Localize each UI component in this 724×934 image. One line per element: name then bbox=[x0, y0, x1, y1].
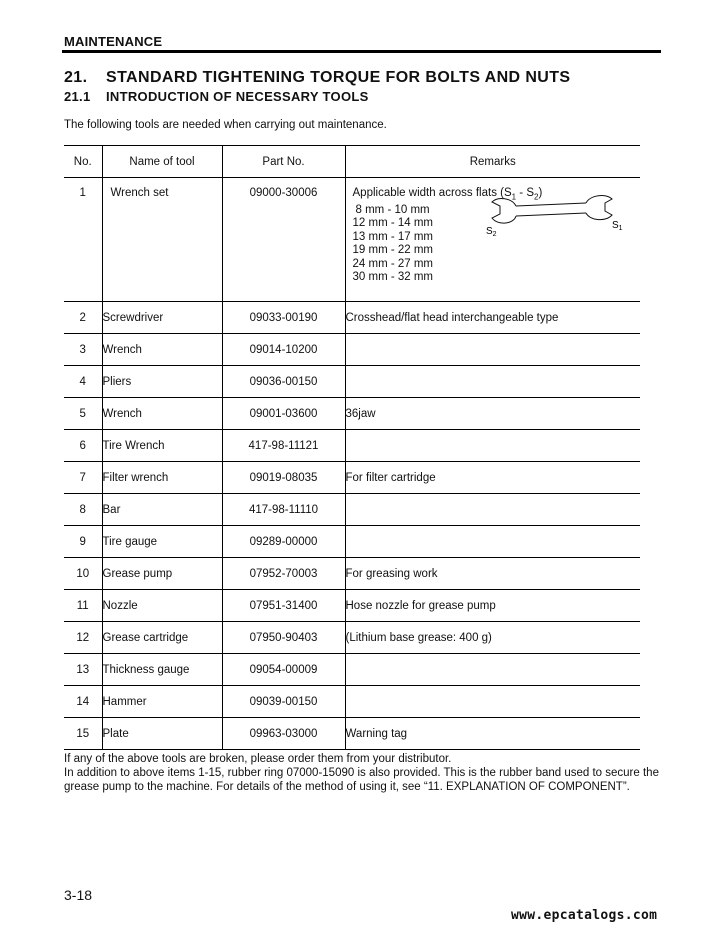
table-row bbox=[64, 462, 640, 494]
table-row bbox=[64, 686, 640, 718]
tools-table bbox=[64, 145, 640, 750]
header-no: No. bbox=[64, 146, 102, 178]
s1-label: $S_1$ bbox=[611, 220, 623, 232]
cell-no: 12 bbox=[64, 622, 102, 654]
watermark-url: www.epcatalogs.com bbox=[511, 908, 658, 923]
cell-no: 4 bbox=[64, 366, 102, 398]
cell-no: 8 bbox=[64, 494, 102, 526]
footnote-line: If any of the above tools are broken, please order them from your distributor. bbox=[64, 753, 452, 765]
subsection-number: 21.1 bbox=[64, 89, 91, 104]
cell-name: Wrench bbox=[102, 398, 222, 430]
cell-part: 09033-00190 bbox=[222, 302, 345, 334]
cell-part: 09019-08035 bbox=[222, 462, 345, 494]
width-across-flats-title: Applicable width across flats $(S_1 - S_2)$ bbox=[352, 187, 543, 202]
table-row bbox=[64, 302, 640, 334]
table-header-row bbox=[64, 146, 640, 178]
cell-name: Thickness gauge bbox=[102, 654, 222, 686]
cell-no: 7 bbox=[64, 462, 102, 494]
table-row bbox=[64, 590, 640, 622]
size-line: 24 mm - 27 mm bbox=[352, 257, 434, 270]
table-row bbox=[64, 366, 640, 398]
s2-label: $S_2$ bbox=[485, 226, 497, 236]
cell-part: 417-98-11121 bbox=[222, 430, 345, 462]
intro-text: The following tools are needed when carrying out maintenance. bbox=[64, 119, 387, 131]
cell-remarks bbox=[345, 366, 640, 398]
cell-name: Tire Wrench bbox=[102, 430, 222, 462]
cell-part: 09039-00150 bbox=[222, 686, 345, 718]
size-line: 30 mm - 32 mm bbox=[352, 271, 434, 284]
cell-no: 11 bbox=[64, 590, 102, 622]
cell-remarks: (Lithium base grease: 400 g) bbox=[345, 622, 640, 654]
size-line: 8 mm - 10 mm bbox=[355, 203, 430, 216]
cell-remarks: Crosshead/flat head interchangeable type bbox=[345, 302, 640, 334]
cell-remarks: Warning tag bbox=[345, 718, 640, 750]
size-line: 13 mm - 17 mm bbox=[352, 230, 434, 243]
table-row bbox=[64, 622, 640, 654]
section-label: MAINTENANCE bbox=[64, 34, 163, 49]
cell-no: 2 bbox=[64, 302, 102, 334]
cell-no: 9 bbox=[64, 526, 102, 558]
cell-remarks: For filter cartridge bbox=[345, 462, 640, 494]
page-number: 3-18 bbox=[64, 887, 93, 903]
open-end-wrench-icon bbox=[486, 184, 636, 236]
table-row bbox=[64, 430, 640, 462]
cell-name: Tire gauge bbox=[102, 526, 222, 558]
cell-no: 14 bbox=[64, 686, 102, 718]
header-name: Name of tool bbox=[102, 146, 222, 178]
cell-part: 09054-00009 bbox=[222, 654, 345, 686]
table-row bbox=[64, 526, 640, 558]
cell-no: 10 bbox=[64, 558, 102, 590]
cell-name: Wrench bbox=[102, 334, 222, 366]
size-line: 12 mm - 14 mm bbox=[352, 217, 434, 230]
cell-name: Wrench set bbox=[102, 178, 222, 302]
cell-name: Grease pump bbox=[102, 558, 222, 590]
cell-name: Plate bbox=[102, 718, 222, 750]
cell-name: Hammer bbox=[102, 686, 222, 718]
section-divider bbox=[62, 50, 661, 53]
size-line: 19 mm - 22 mm bbox=[352, 244, 434, 257]
cell-name: Filter wrench bbox=[102, 462, 222, 494]
cell-part: 09001-03600 bbox=[222, 398, 345, 430]
table-row bbox=[64, 558, 640, 590]
subsection-title: INTRODUCTION OF NECESSARY TOOLS bbox=[106, 89, 369, 104]
subsection-heading bbox=[64, 89, 369, 104]
table-row bbox=[64, 718, 640, 750]
cell-part: 09014-10200 bbox=[222, 334, 345, 366]
cell-name: Nozzle bbox=[102, 590, 222, 622]
cell-no: 13 bbox=[64, 654, 102, 686]
cell-part: 07952-70003 bbox=[222, 558, 345, 590]
cell-part: 09000-30006 bbox=[222, 178, 345, 302]
footnote-line: In addition to above items 1-15, rubber ring 07000-15090 is also provided. This is the rubber band used to secure the bbox=[64, 767, 659, 779]
footnote bbox=[64, 752, 674, 794]
cell-name: Pliers bbox=[102, 366, 222, 398]
cell-remarks bbox=[345, 334, 640, 366]
cell-name: Screwdriver bbox=[102, 302, 222, 334]
table-row bbox=[64, 494, 640, 526]
cell-part: 09289-00000 bbox=[222, 526, 345, 558]
cell-no: 15 bbox=[64, 718, 102, 750]
cell-remarks bbox=[345, 654, 640, 686]
table-row bbox=[64, 334, 640, 366]
chapter-number: 21. bbox=[64, 69, 88, 86]
cell-remarks bbox=[345, 178, 640, 302]
cell-no: 3 bbox=[64, 334, 102, 366]
cell-remarks: For greasing work bbox=[345, 558, 640, 590]
cell-part: 07950-90403 bbox=[222, 622, 345, 654]
footnote-line: grease pump to the machine. For details of the method of using it, see “11. EXPLANATION OF COMPONENT”. bbox=[64, 781, 630, 793]
chapter-title: STANDARD TIGHTENING TORQUE FOR BOLTS AND NUTS bbox=[106, 69, 571, 86]
cell-remarks bbox=[345, 430, 640, 462]
header-part: Part No. bbox=[222, 146, 345, 178]
cell-part: 417-98-11110 bbox=[222, 494, 345, 526]
cell-name: Bar bbox=[102, 494, 222, 526]
cell-remarks bbox=[345, 526, 640, 558]
cell-remarks bbox=[345, 494, 640, 526]
cell-remarks: 36jaw bbox=[345, 398, 640, 430]
cell-remarks bbox=[345, 686, 640, 718]
chapter-heading bbox=[64, 69, 571, 87]
cell-no: 6 bbox=[64, 430, 102, 462]
header-remarks: Remarks bbox=[345, 146, 640, 178]
table-row bbox=[64, 398, 640, 430]
cell-name: Grease cartridge bbox=[102, 622, 222, 654]
cell-part: 09963-03000 bbox=[222, 718, 345, 750]
cell-no: 1 bbox=[64, 178, 102, 302]
cell-no: 5 bbox=[64, 398, 102, 430]
table-row bbox=[64, 654, 640, 686]
cell-remarks: Hose nozzle for grease pump bbox=[345, 590, 640, 622]
table-row bbox=[64, 178, 640, 302]
cell-part: 09036-00150 bbox=[222, 366, 345, 398]
cell-part: 07951-31400 bbox=[222, 590, 345, 622]
